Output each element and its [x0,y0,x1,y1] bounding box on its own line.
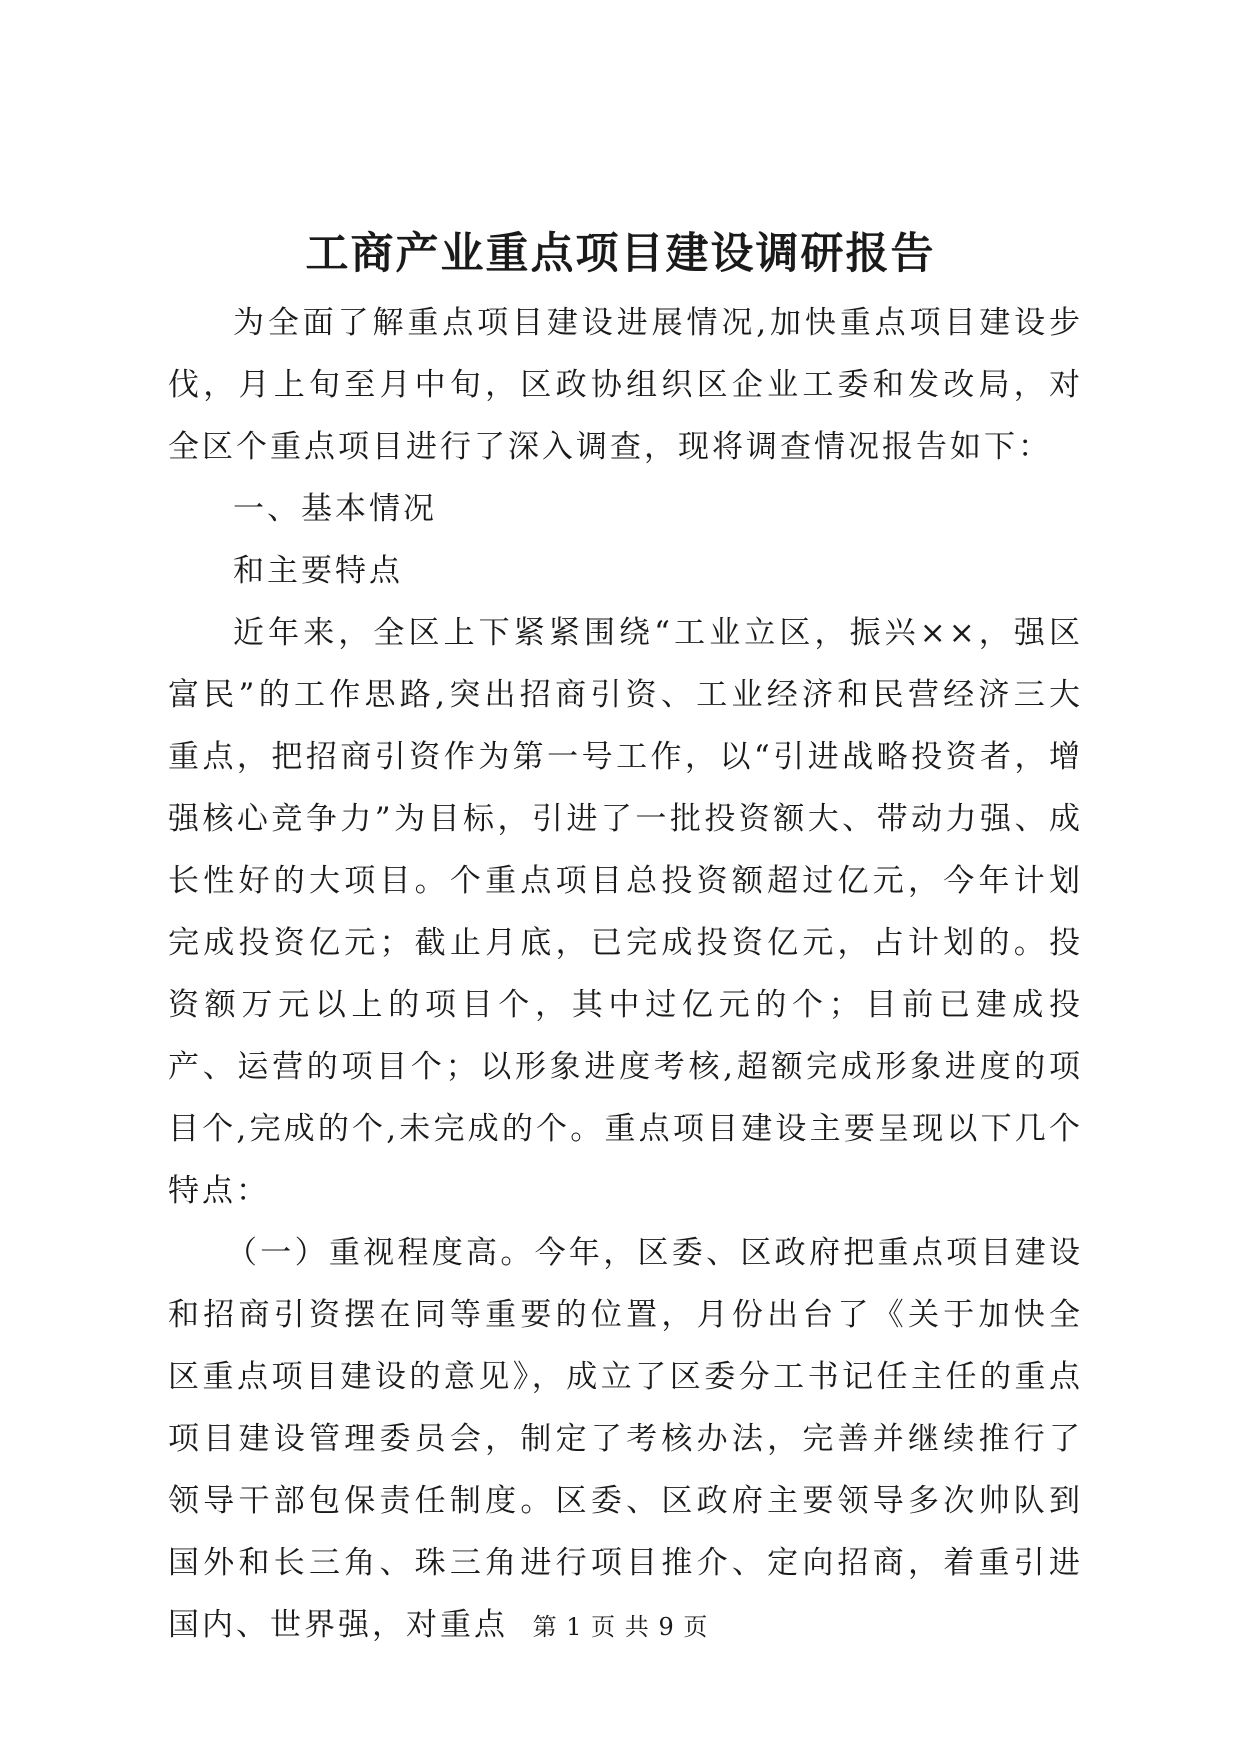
paragraph-intro: 为全面了解重点项目建设进展情况,加快重点项目建设步伐，月上旬至月中旬，区政协组织区企业工委和发改局，对全区个重点项目进行了深入调查，现将调查情况报告如下： [168,305,1083,465]
section-heading-basic: 一、基本情况 [233,491,437,527]
paragraph-overview: 近年来，全区上下紧紧围绕“工业立区，振兴××，强区富民”的工作思路,突出招商引资、工业经济和民营经济三大重点，把招商引资作为第一号工作，以“引进战略投资者，增强核心竞争力”为目标，引进了一批投资额大、带动力强、成长性好的大项目。个重点项目总投资额超过亿元，今年计划完成投资亿元；截止月底，已完成投资亿元，占计划的。投资额万元以上的项目个，其中过亿元的个；目前已建成投产、运营的项目个；以形象进度考核,超额完成形象进度的项目个,完成的个,未完成的个。重点项目建设主要呈现以下几个特点： [168,615,1083,1209]
section-subheading-features: 和主要特点 [233,553,403,589]
document-body [168,292,1083,1656]
document-title: 工商产业重点项目建设调研报告 [305,229,936,279]
page-number-footer: 第 1 页 共 9 页 [532,1613,709,1641]
paragraph-point-one: （一）重视程度高。今年，区委、区政府把重点项目建设和招商引资摆在同等重要的位置，月份出台了《关于加快全区重点项目建设的意见》，成立了区委分工书记任主任的重点项目建设管理委员会，制定了考核办法，完善并继续推行了领导干部包保责任制度。区委、区政府主要领导多次帅队到国外和长三角、珠三角进行项目推介、定向招商，着重引进国内、世界强，对重点 [168,1235,1083,1643]
